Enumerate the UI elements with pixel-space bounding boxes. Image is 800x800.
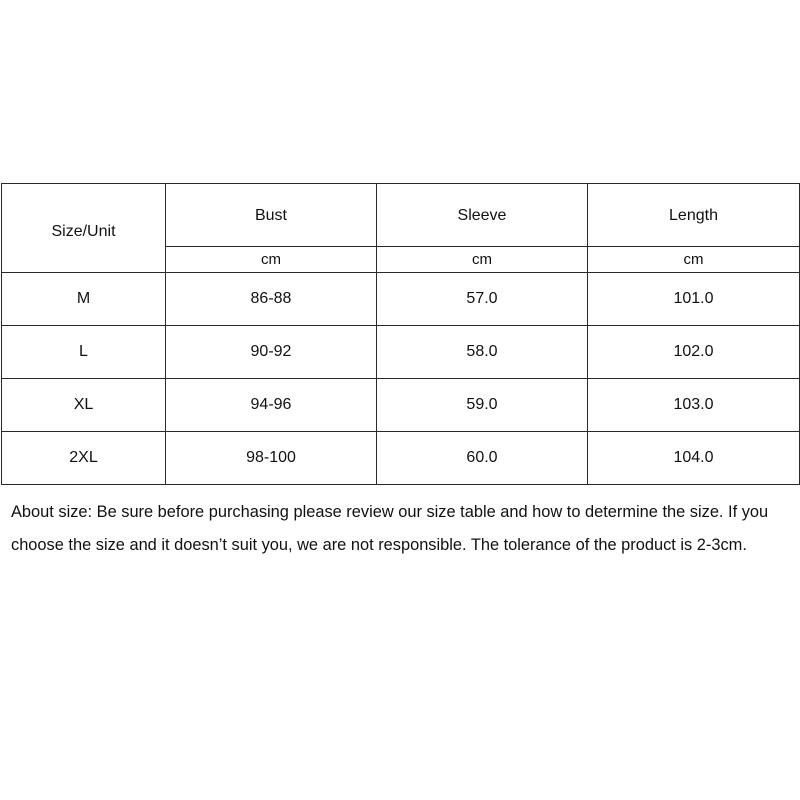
size-cell: XL — [2, 379, 166, 432]
table-row — [2, 326, 800, 379]
sleeve-cell: 60.0 — [377, 432, 588, 485]
length-cell: 104.0 — [588, 432, 800, 485]
sleeve-cell: 57.0 — [377, 273, 588, 326]
bust-cell: 86-88 — [166, 273, 377, 326]
bust-header: Bust — [166, 184, 377, 247]
sleeve-header: Sleeve — [377, 184, 588, 247]
sleeve-cell: 59.0 — [377, 379, 588, 432]
size-chart-table — [1, 183, 800, 485]
sleeve-unit: cm — [377, 247, 588, 273]
length-cell: 103.0 — [588, 379, 800, 432]
bust-cell: 98-100 — [166, 432, 377, 485]
bust-cell: 90-92 — [166, 326, 377, 379]
length-unit: cm — [588, 247, 800, 273]
size-unit-header: Size/Unit — [2, 184, 166, 273]
length-cell: 102.0 — [588, 326, 800, 379]
sleeve-cell: 58.0 — [377, 326, 588, 379]
table-header-row — [2, 184, 800, 247]
size-disclaimer-note: About size: Be sure before purchasing please review our size table and how to determine the size. If you choose the size and it doesn’t suit you, we are not responsible. The tolerance of the product is 2-3cm. — [11, 503, 769, 554]
bust-cell: 94-96 — [166, 379, 377, 432]
size-cell: 2XL — [2, 432, 166, 485]
size-cell: L — [2, 326, 166, 379]
table-row — [2, 432, 800, 485]
size-cell: M — [2, 273, 166, 326]
length-header: Length — [588, 184, 800, 247]
length-cell: 101.0 — [588, 273, 800, 326]
table-row — [2, 273, 800, 326]
table-row — [2, 379, 800, 432]
bust-unit: cm — [166, 247, 377, 273]
